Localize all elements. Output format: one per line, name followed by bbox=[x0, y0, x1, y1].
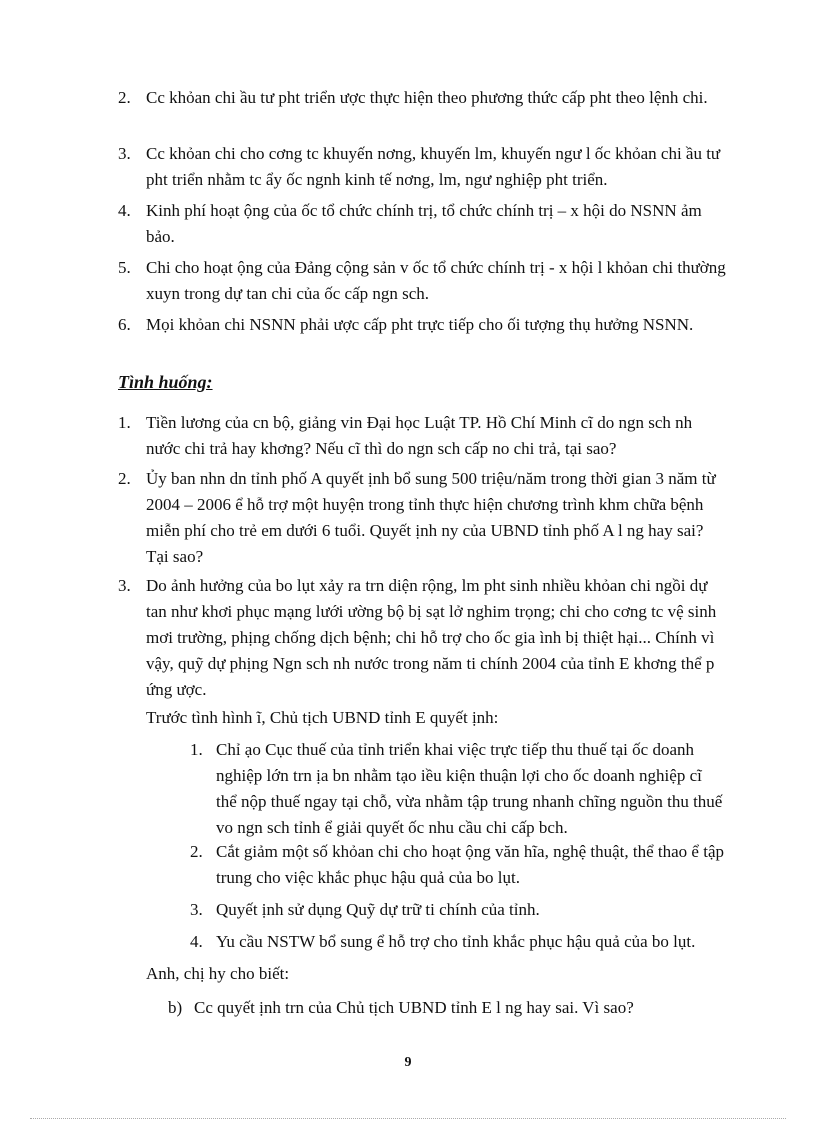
item-text: Cc khỏan chi ầu tư pht triển ược thực hiện theo phương thức cấp pht theo lệnh chi. bbox=[146, 88, 708, 107]
item-text: Yu cầu NSTW bổ sung ể hỗ trợ cho tỉnh khắc phục hậu quả của bo lụt. bbox=[216, 932, 696, 951]
list-item bbox=[118, 312, 746, 338]
item-number: 2. bbox=[118, 469, 131, 488]
item-text: Chi cho hoạt ộng của Đảng cộng sản v ốc tổ chức chính trị - x hội l khỏan chi thường xuyn trong dự tan chi của ốc cấp ngn sch. bbox=[146, 258, 726, 303]
item-number: 4. bbox=[190, 932, 203, 951]
page-number: 9 bbox=[404, 1055, 412, 1070]
intro-text: Trước tình hình ĩ, Chủ tịch UBND tỉnh E quyết ịnh: bbox=[146, 708, 499, 727]
decision-item bbox=[190, 737, 726, 841]
decision-item bbox=[190, 929, 726, 955]
item-number: 4. bbox=[118, 201, 131, 220]
item-text: Chỉ ạo Cục thuế của tỉnh triển khai việc trực tiếp thu thuế tại ốc doanh nghiệp lớn trn ịa bn nhằm tạo iều kiện thuận lợi cho ốc doanh nghiệp cĩ thể nộp thuế ngay tại chỗ, vừa nhằm tập trung nhanh chĩng nguồn thu thuế vo ngn sch tỉnh ể giải quyết ốc nhu cầu chi cấp bch. bbox=[216, 740, 723, 837]
item-number: 1. bbox=[190, 740, 203, 759]
decision-item bbox=[190, 897, 726, 923]
question-item bbox=[168, 995, 734, 1021]
item-number: 1. bbox=[118, 413, 131, 432]
item-number: 2. bbox=[118, 88, 131, 107]
item-number: 2. bbox=[190, 842, 203, 861]
item-text: Cắt giảm một số khỏan chi cho hoạt ộng văn hĩa, nghệ thuật, thể thao ể tập trung cho việc khắc phục hậu quả của bo lụt. bbox=[216, 842, 724, 887]
situation-item bbox=[118, 410, 726, 462]
situation-item bbox=[118, 573, 726, 703]
item-text: Do ảnh hưởng của bo lụt xảy ra trn diện rộng, lm pht sinh nhiều khỏan chi ngồi dự tan như khơi phục mạng lưới ường bộ bị sạt lở nghim trọng; chi cho cơng tc vệ sinh mơi trường, phịng chống dịch bệnh; chi hỗ trợ cho ốc gia ình bị thiệt hại... Chính vì vậy, quỹ dự phịng Ngn sch nh nước trong năm ti chính 2004 của tỉnh E khơng thể p ứng ược. bbox=[146, 576, 717, 699]
section-heading: Tình huống: bbox=[118, 372, 213, 392]
item-number: 6. bbox=[118, 315, 131, 334]
item-text: Ủy ban nhn dn tỉnh phố A quyết ịnh bổ sung 500 triệu/năm trong thời gian 3 năm từ 2004 – 2006 ể hỗ trợ một huyện trong tỉnh thực hiện chương trình khm chữa bệnh miễn phí cho trẻ em dưới 6 tuổi. Quyết ịnh ny của UBND tỉnh phố A l ng hay sai? Tại sao? bbox=[146, 469, 716, 566]
item-text: Tiền lương của cn bộ, giảng vin Đại học Luật TP. Hồ Chí Minh cĩ do ngn sch nh nước chi trả hay khơng? Nếu cĩ thì do ngn sch cấp no chi trả, tại sao? bbox=[146, 413, 693, 458]
list-item bbox=[118, 198, 726, 250]
item-text: Cc quyết ịnh trn của Chủ tịch UBND tỉnh E l ng hay sai. Vì sao? bbox=[194, 998, 634, 1017]
page-bottom-rule bbox=[30, 1118, 786, 1119]
item-number: 3. bbox=[190, 900, 203, 919]
item-number: 5. bbox=[118, 258, 131, 277]
item-text: Kinh phí hoạt ộng của ốc tổ chức chính trị, tổ chức chính trị – x hội do NSNN ảm bảo. bbox=[146, 201, 702, 246]
item-text: Mọi khỏan chi NSNN phải ược cấp pht trực tiếp cho ối tượng thụ hưởng NSNN. bbox=[146, 315, 694, 334]
situation-item bbox=[118, 466, 726, 570]
decision-item bbox=[190, 839, 726, 891]
item-number: 3. bbox=[118, 144, 131, 163]
item-number: 3. bbox=[118, 576, 131, 595]
list-item bbox=[118, 255, 726, 307]
list-item bbox=[118, 141, 726, 193]
item-text: Quyết ịnh sử dụng Quỹ dự trữ ti chính của tỉnh. bbox=[216, 900, 540, 919]
item-text: Cc khỏan chi cho cơng tc khuyến nơng, khuyến lm, khuyến ngư l ốc khỏan chi ầu tư pht triển nhằm tc ẩy ốc ngnh kinh tế nơng, lm, ngư nghiệp pht triển. bbox=[146, 144, 721, 189]
list-item bbox=[118, 85, 726, 111]
ask-text: Anh, chị hy cho biết: bbox=[146, 964, 290, 983]
item-number: b) bbox=[168, 998, 183, 1017]
